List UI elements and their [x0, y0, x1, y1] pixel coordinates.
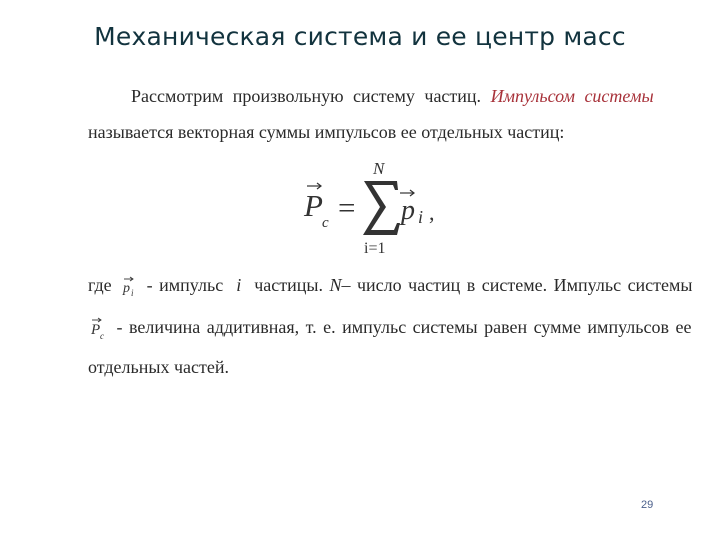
explanation-momentum: - импульс [146, 275, 224, 296]
intro-text: Рассмотрим произвольную систему частиц. [131, 86, 482, 106]
formula-equals: = [338, 190, 356, 225]
explanation-particle: частицы. [254, 275, 323, 296]
explanation-count: – число частиц в системе. Импульс системы [341, 275, 693, 296]
explanation-var-n: N [329, 275, 342, 296]
formula-summand-subscript: i [418, 207, 424, 227]
paragraph-additive [88, 316, 691, 342]
svg-text:P: P [91, 322, 101, 338]
slide-title: Механическая система и ее центр масс [94, 22, 626, 51]
paragraph-parts: отдельных частей. [88, 357, 229, 377]
svg-text:c: c [100, 331, 104, 341]
formula-summand-symbol: p [401, 195, 415, 226]
additive-text: - величина аддитивная, т. е. импульс системы равен сумме импульсов ее [116, 317, 692, 338]
formula-comma: , [429, 200, 435, 225]
vector-p-c-symbol [88, 316, 110, 342]
formula-lhs-subscript: c [322, 215, 329, 231]
intro-emphasis: Импульсом системы [490, 86, 654, 106]
paragraph-definition: называется векторная суммы импульсов ее отдельных частиц: [88, 122, 565, 142]
explanation-var-i: i [236, 275, 242, 296]
svg-text:p: p [123, 281, 131, 296]
page-number: 29 [641, 499, 654, 511]
sum-lower-limit: i=1 [364, 240, 386, 256]
sum-upper-limit: N [373, 159, 385, 178]
momentum-sum-formula [296, 156, 456, 256]
svg-text:i: i [131, 288, 134, 298]
formula-lhs-symbol: P [304, 188, 323, 223]
paragraph-intro [131, 86, 654, 107]
paragraph-explanation [88, 275, 693, 299]
vector-p-i-symbol [118, 275, 140, 299]
sum-sign-icon [363, 181, 400, 235]
explanation-where: где [88, 275, 112, 296]
